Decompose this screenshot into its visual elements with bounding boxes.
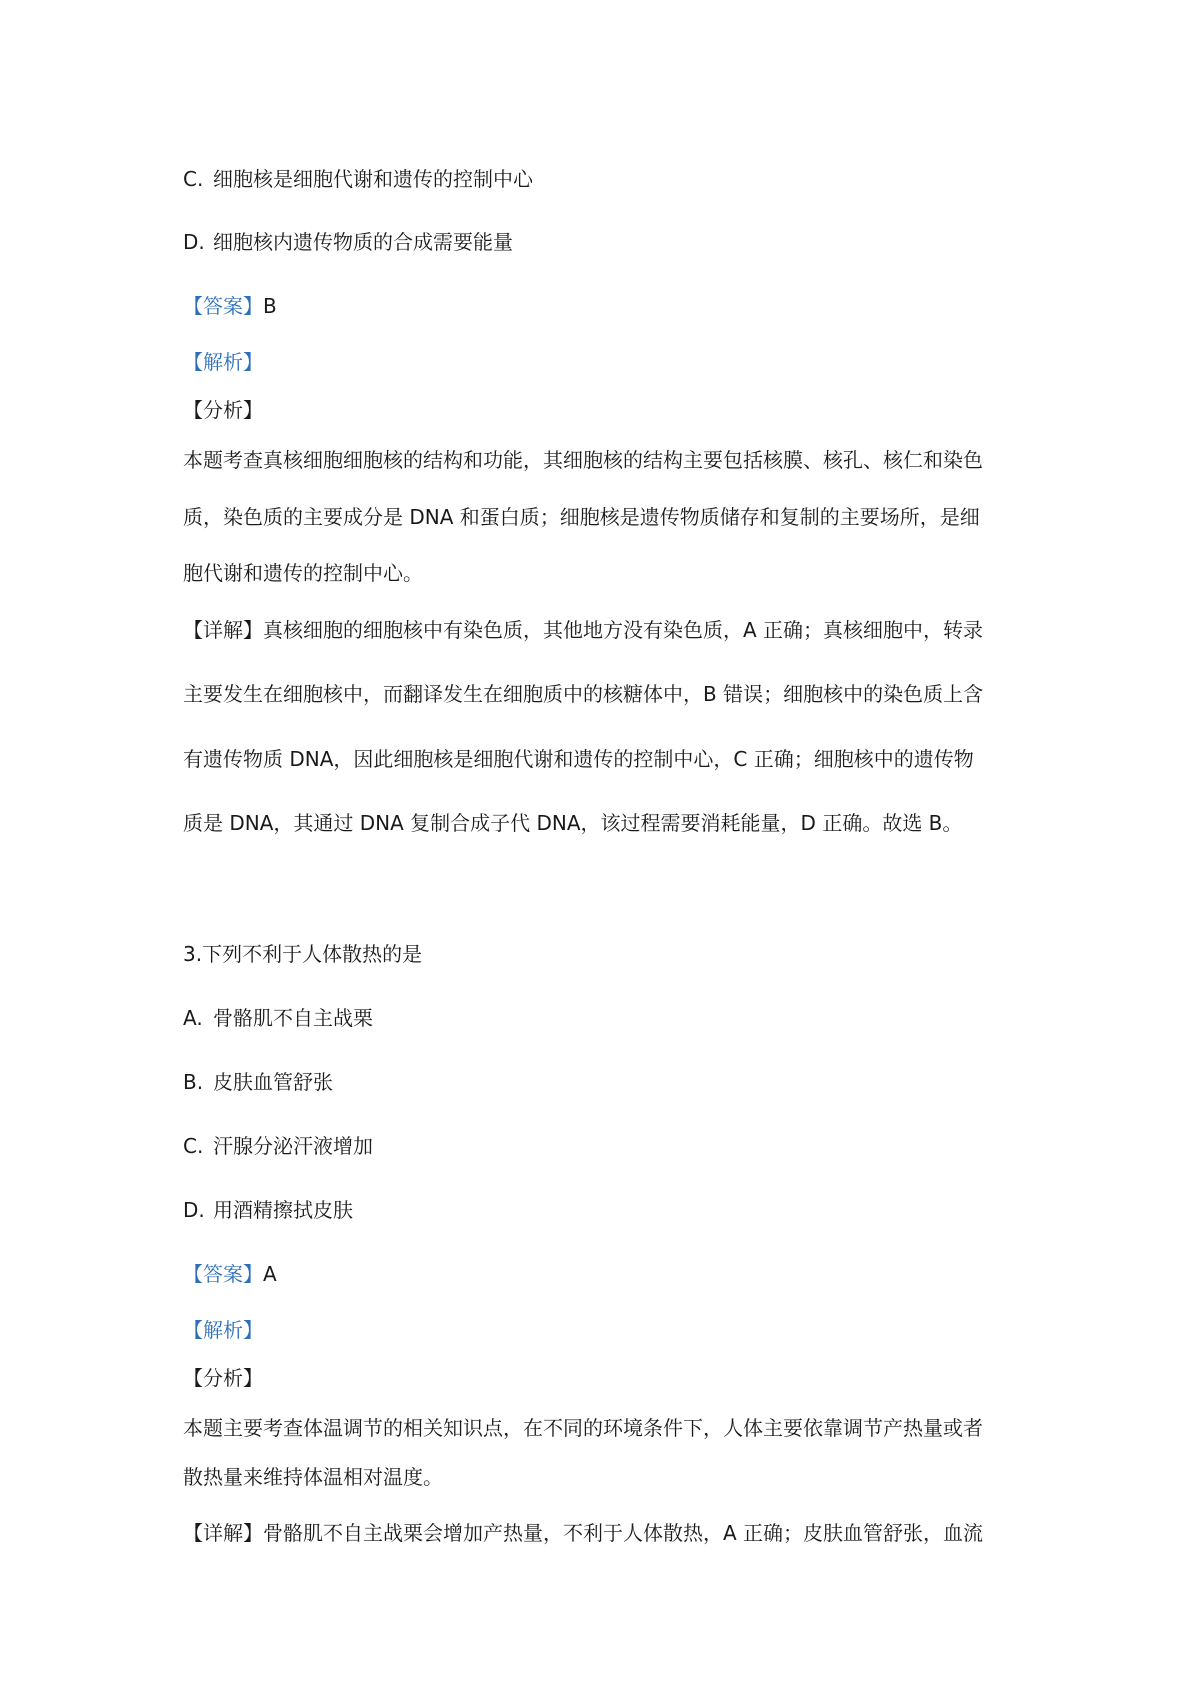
answer-tag: 【答案】 <box>183 1262 263 1286</box>
option-letter: B. <box>183 1070 204 1094</box>
detail-text: 真核细胞的细胞核中有染色质，其他地方没有染色质，A 正确；真核细胞中，转录 <box>263 618 984 642</box>
q3-stem: 3.下列不利于人体散热的是 <box>183 942 423 966</box>
q2-detail-line: 主要发生在细胞核中，而翻译发生在细胞质中的核糖体中，B 错误；细胞核中的染色质上含 <box>183 682 984 706</box>
q2-fenxi-line: 本题考查真核细胞细胞核的结构和功能，其细胞核的结构主要包括核膜、核孔、核仁和染色 <box>183 448 983 472</box>
detail-tag: 【详解】 <box>183 1521 263 1545</box>
q3-fenxi-line: 本题主要考查体温调节的相关知识点，在不同的环境条件下，人体主要依靠调节产热量或者 <box>183 1416 983 1440</box>
q2-answer <box>183 292 277 320</box>
q2-analysis-tag: 【解析】 <box>183 350 263 374</box>
q2-fenxi-line: 胞代谢和遗传的控制中心。 <box>183 561 423 585</box>
q2-option-d <box>183 228 513 256</box>
q3-analysis-tag: 【解析】 <box>183 1318 263 1342</box>
option-text: 皮肤血管舒张 <box>213 1070 333 1094</box>
q2-detail-first <box>183 616 983 644</box>
option-letter: C. <box>183 167 204 191</box>
option-letter: A. <box>183 1006 203 1030</box>
answer-tag: 【答案】 <box>183 294 263 318</box>
q3-option-d <box>183 1196 353 1224</box>
q3-option-c <box>183 1132 373 1160</box>
option-text: 汗腺分泌汗液增加 <box>213 1134 373 1158</box>
q2-fenxi-line: 质，染色质的主要成分是 DNA 和蛋白质；细胞核是遗传物质储存和复制的主要场所，是细 <box>183 505 980 529</box>
option-letter: C. <box>183 1134 204 1158</box>
q2-fenxi-tag: 【分析】 <box>183 398 263 422</box>
option-text: 骨骼肌不自主战栗 <box>213 1006 373 1030</box>
q2-option-c <box>183 165 533 193</box>
q2-detail-line: 质是 DNA，其通过 DNA 复制合成子代 DNA，该过程需要消耗能量，D 正确。故选 B。 <box>183 811 963 835</box>
option-letter: D. <box>183 1198 205 1222</box>
q3-fenxi-tag: 【分析】 <box>183 1366 263 1390</box>
q3-answer <box>183 1260 277 1288</box>
detail-tag: 【详解】 <box>183 618 263 642</box>
q3-option-b <box>183 1068 333 1096</box>
answer-value: B <box>263 294 277 318</box>
option-letter: D. <box>183 230 205 254</box>
q3-detail-first <box>183 1519 983 1547</box>
option-text: 细胞核内遗传物质的合成需要能量 <box>213 230 513 254</box>
answer-value: A <box>263 1262 277 1286</box>
q3-option-a <box>183 1004 373 1032</box>
option-text: 细胞核是细胞代谢和遗传的控制中心 <box>213 167 533 191</box>
q3-fenxi-line: 散热量来维持体温相对温度。 <box>183 1465 443 1489</box>
detail-text: 骨骼肌不自主战栗会增加产热量，不利于人体散热，A 正确；皮肤血管舒张，血流 <box>263 1521 984 1545</box>
q2-detail-line: 有遗传物质 DNA，因此细胞核是细胞代谢和遗传的控制中心，C 正确；细胞核中的遗传物 <box>183 747 974 771</box>
option-text: 用酒精擦拭皮肤 <box>213 1198 353 1222</box>
